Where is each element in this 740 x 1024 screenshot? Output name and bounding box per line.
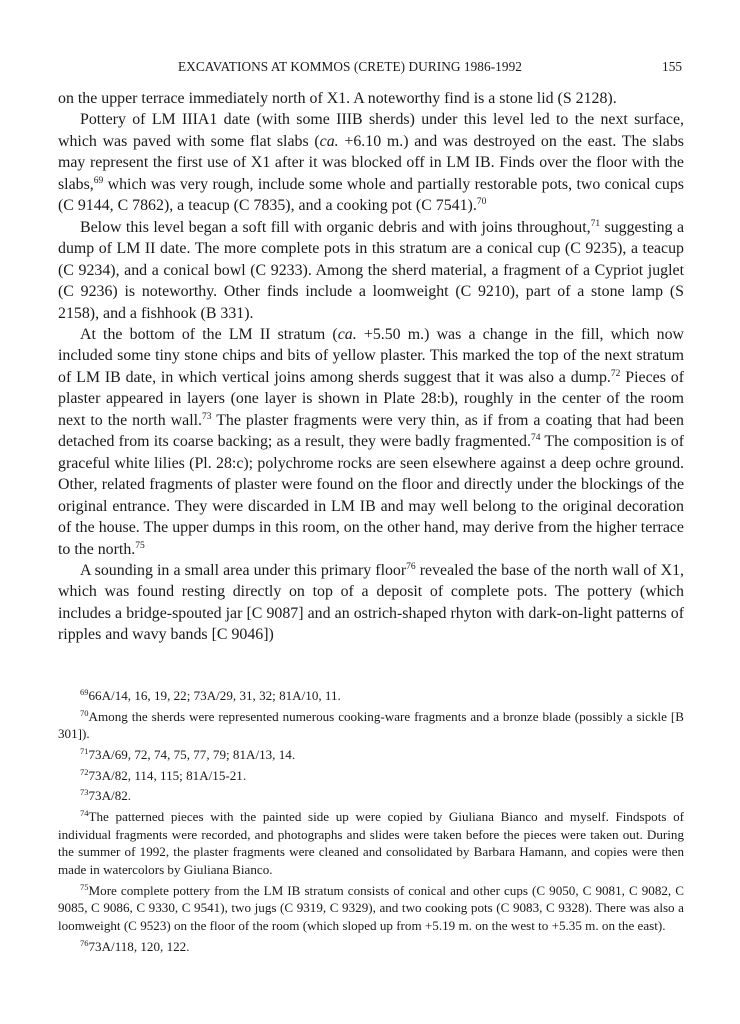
footnote-ref: 73: [202, 411, 212, 422]
footnote: [58, 882, 684, 935]
text-segment: At the bottom of the LM II stratum (: [80, 325, 338, 343]
body-paragraph: [58, 109, 684, 216]
footnote: [58, 687, 684, 705]
footnote-number: 71: [80, 745, 89, 756]
footnote-text: The patterned pieces with the painted side up were copied by Giuliana Bianco and myself. Findspots of individual fragments were recorded, and photographs and slides were taken before the pieces were taken out. During the summer of 1992, the plaster fragments were cleaned and consolidated by Barbara Hamann, and copies were then made in watercolors by Giuliana Bianco.: [58, 808, 684, 877]
footnote-ref: 74: [530, 433, 541, 444]
footnote-number: 73: [80, 787, 89, 798]
footnote-text: 73A/118, 120, 122.: [88, 938, 190, 954]
footnote-number: 69: [80, 687, 89, 697]
italic-text: ca.: [337, 325, 357, 343]
footnote-ref: 71: [590, 218, 601, 229]
text-segment: suggesting a dump of LM II date. The more complete pots in this stratum are a conical cup (C 9235), a teacup (C 9234), and a conical bowl (C 9233). Among the sherd material, a fragment of a Cypriot juglet (C 9236) is noteworthy. Other finds include a loomweight (C 9210), part of a stone lamp (S 2158), and a fishhook (B 331).: [58, 218, 684, 322]
text-segment: Pieces of plaster appeared in layers (one layer is shown in Plate 28:b), roughly in the center of the room next to the north wall.: [58, 368, 684, 429]
footnote-number: 72: [80, 766, 89, 777]
footnote-text: 73A/82, 114, 115; 81A/15-21.: [88, 767, 247, 783]
footnote: [58, 938, 684, 956]
footnote-text: 73A/82.: [88, 788, 132, 804]
footnote: [58, 808, 684, 879]
text-segment: on the upper terrace immediately north of X1. A noteworthy find is a stone lid (S 2128).: [58, 90, 617, 107]
footnote-number: 70: [80, 707, 89, 718]
footnote-text: 73A/69, 72, 74, 75, 77, 79; 81A/13, 14.: [88, 746, 296, 762]
text-segment: Pottery of LM IIIA1 date (with some IIIB sherds) under this level led to the next surface, which was paved with some flat slabs (: [58, 111, 684, 150]
footnote: [58, 708, 684, 743]
text-segment: A sounding in a small area under this primary floor: [80, 561, 407, 579]
body-paragraph: [58, 217, 684, 324]
footnote-text: More complete pottery from the LM IB stratum consists of conical and other cups (C 9050, C 9081, C 9082, C 9085, C 9086, C 9330, C 9541), two jugs (C 9319, C 9329), and two cooking pots (C 9083, C 9328). There was also a loomweight (C 9523) on the floor of the room (which sloped up from +5.19 m. on the west to +5.35 m. on the east).: [58, 882, 684, 933]
footnote-ref: 70: [476, 197, 487, 208]
footnote-ref: 75: [135, 540, 145, 551]
footnote-text: 66A/14, 16, 19, 22; 73A/29, 31, 32; 81A/10, 11.: [88, 688, 341, 703]
footnote-number: 74: [80, 807, 89, 818]
text-segment: The plaster fragments were very thin, as if from a coating that had been detached from its coarse backing; as a result, they were badly fragmented.: [58, 411, 684, 451]
footnote-ref: 72: [610, 368, 621, 379]
running-head-title: EXCAVATIONS AT KOMMOS (CRETE) DURING 1986-1992: [178, 59, 522, 74]
body-text: [58, 88, 684, 646]
text-segment: +6.10 m.) and was destroyed on the east. The slabs may represent the first use of X1 after it was blocked off in LM IB. Finds over the floor with the slabs,: [58, 132, 684, 193]
footnote-text: Among the sherds were represented numerous cooking-ware fragments and a bronze blade (possibly a sickle [B 301]).: [58, 708, 684, 742]
footnote: [58, 787, 684, 805]
footnote-number: 75: [80, 881, 89, 892]
text-segment: Below this level began a soft fill with organic debris and with joins throughout,: [80, 218, 591, 236]
footnote: [58, 746, 684, 764]
footnote-ref: 76: [406, 561, 416, 572]
text-segment: revealed the base of the north wall of X1, which was found resting directly on top of a deposit of complete pots. The pottery (which includes a bridge-spouted jar [C 9087] and an ostrich-shaped rhyton with dark-on-light patterns of ripples and wavy bands [C 9046]): [58, 561, 684, 644]
body-paragraph: [58, 88, 684, 109]
body-paragraph: [58, 324, 684, 560]
italic-text: ca.: [319, 132, 339, 150]
text-segment: which was very rough, include some whole and partially restorable pots, two conical cups (C 9144, C 7862), a teacup (C 7835), and a cooking pot (C 7541).: [58, 175, 684, 215]
text-segment: +5.50 m.) was a change in the fill, which now included some tiny stone chips and bits of yellow plaster. This marked the top of the next stratum of LM IB date, in which vertical joins among sherds suggest that it was also a dump.: [58, 325, 684, 386]
page-number: 155: [662, 59, 682, 74]
footnote-number: 76: [80, 937, 89, 948]
footnote-ref: 69: [93, 175, 104, 186]
footnotes: [58, 687, 684, 958]
footnote: [58, 767, 684, 785]
body-paragraph: [58, 560, 684, 646]
text-segment: The composition is of graceful white lilies (Pl. 28:c); polychrome rocks are seen elsewhere against a deep ochre ground. Other, related fragments of plaster were found on the floor and directly under the blockings of the original entrance. They were discarded in LM IB and may well belong to the original decoration of the house. The upper dumps in this room, on the other hand, may derive from the higher terrace to the north.: [58, 433, 684, 558]
